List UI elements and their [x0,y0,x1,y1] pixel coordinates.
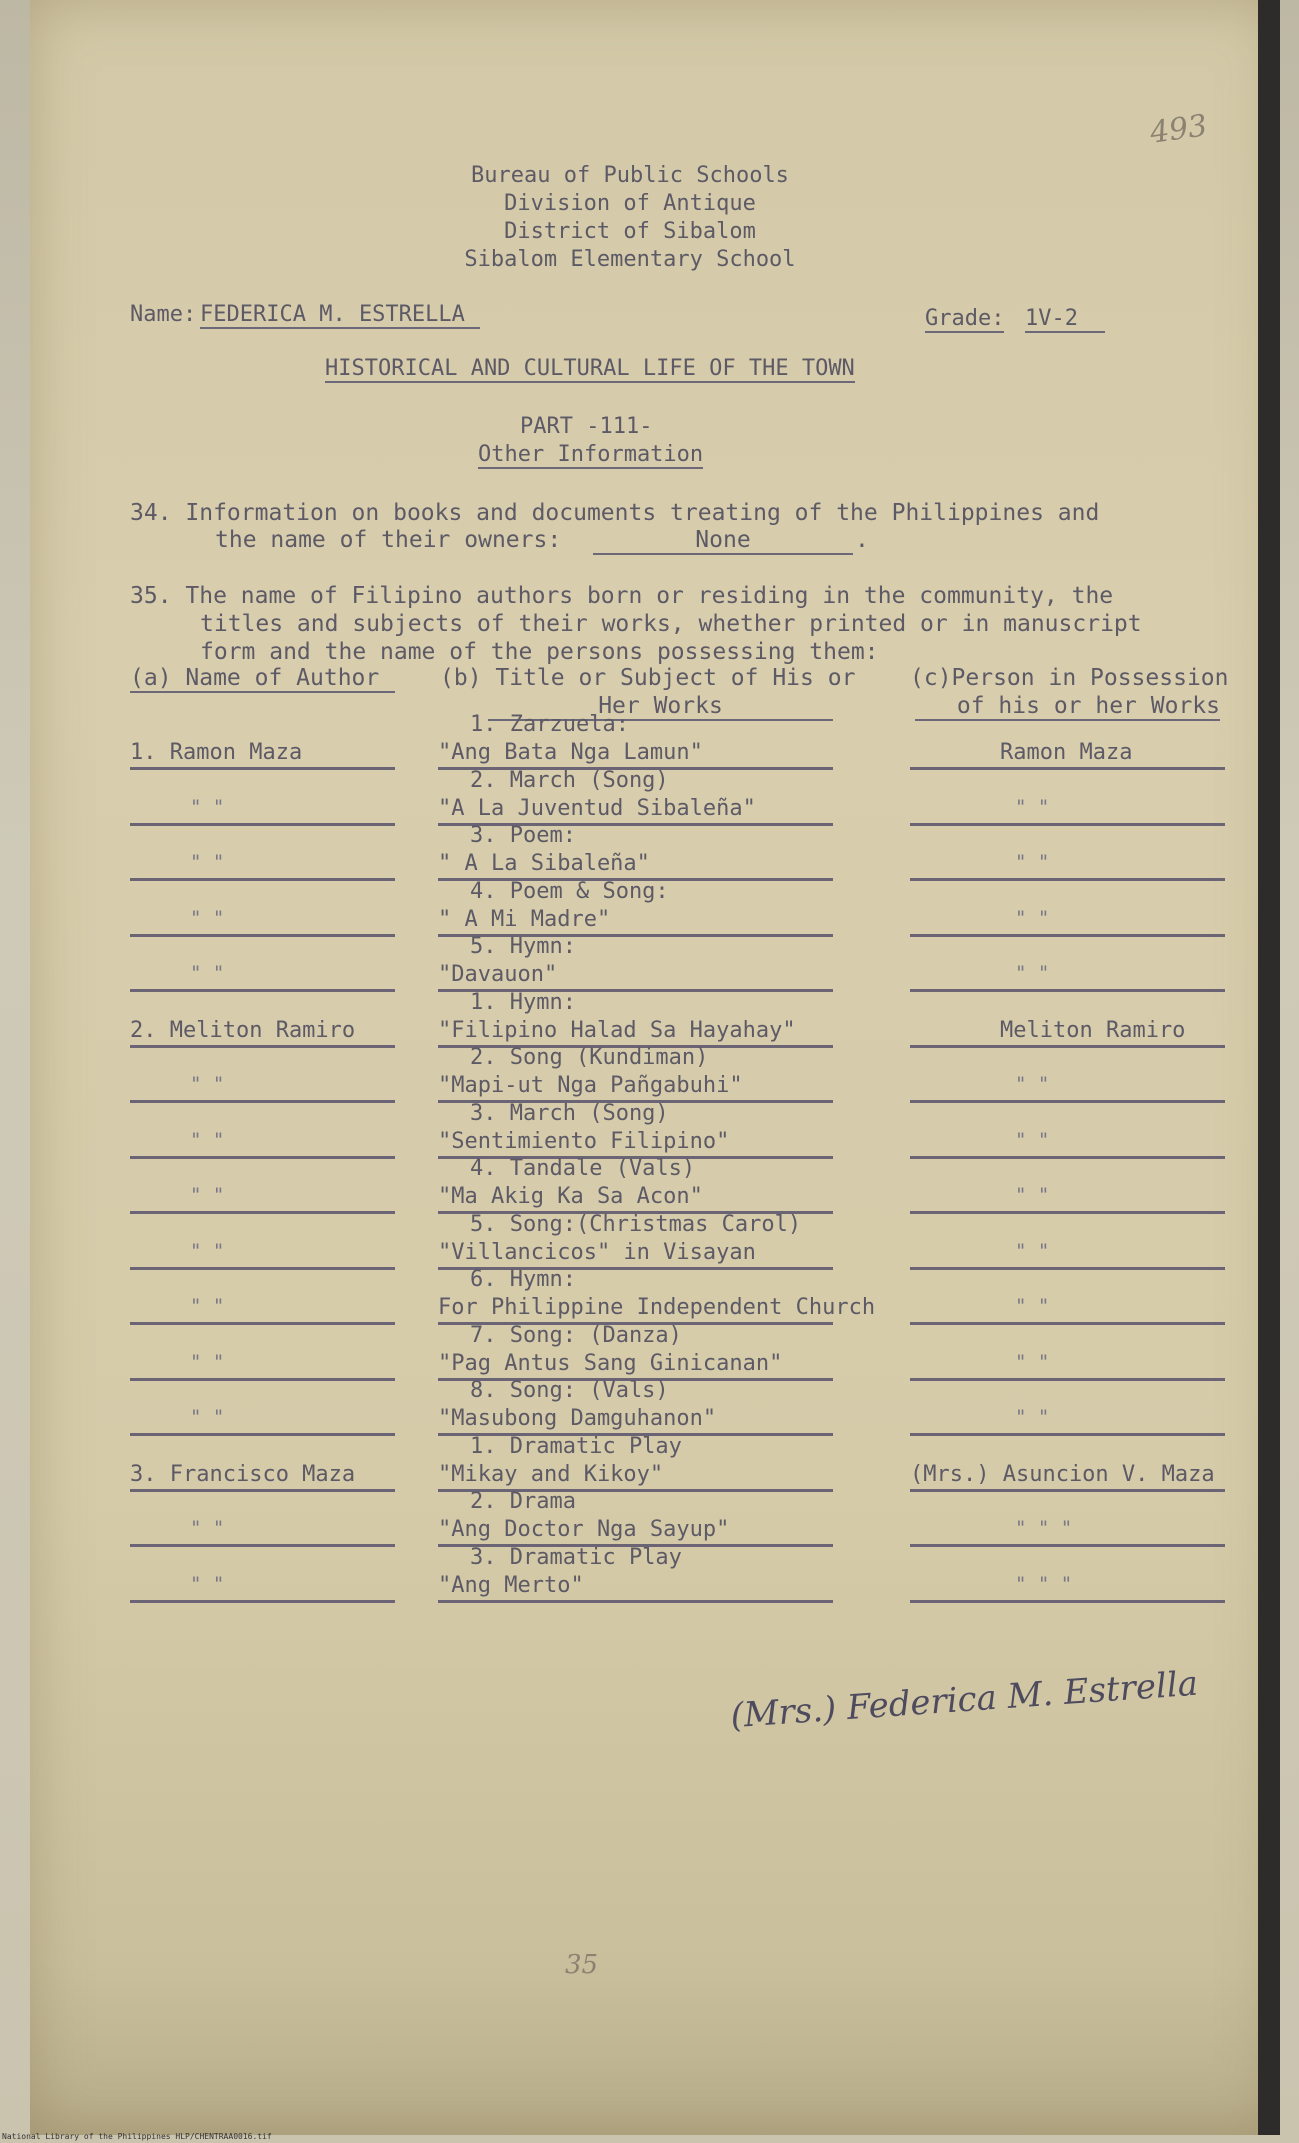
work-title: " A La Sibaleña" [438,851,650,876]
owner-rule [910,823,1225,826]
work-title: "Davauon" [438,962,558,987]
work-title: "Filipino Halad Sa Hayahay" [438,1017,796,1043]
author-rule [130,1544,395,1547]
work-owner: Ramon Maza [1000,740,1133,765]
author-rule [130,989,395,992]
scan-footer: National Library of the Philippines HLP/CHENTRAA0016.tif [2,2132,272,2141]
author-rule [130,823,395,826]
work-owner: " " " [1015,1517,1073,1539]
work-owner: " " [1015,1128,1050,1151]
work-title: "Masubong Damguhanon" [438,1406,717,1431]
work-owner: (Mrs.) Asuncion V. Maza [910,1461,1215,1487]
work-type: 2. Song (Kundiman) [470,1045,709,1070]
header-school: Sibalom Elementary School [464,247,796,272]
work-owner: " " " [1015,1572,1073,1595]
work-type: 5. Song:(Christmas Carol) [470,1211,802,1237]
column-header-owner-1: (c)Person in Possession [910,665,1229,691]
work-title: "Ang Doctor Nga Sayup" [438,1517,730,1542]
owner-rule [910,767,1225,770]
work-owner: " " [1015,1239,1050,1262]
author-name: " " [190,1295,225,1317]
work-type: 3. Poem: [470,823,576,848]
author-name: " " [190,1350,225,1373]
author-rule [130,1156,395,1159]
column-header-title-2: Her Works [488,693,833,721]
author-name: " " [190,1572,225,1595]
page-stamp: 35 [565,1950,599,1980]
author-rule [130,1600,395,1603]
owner-rule [910,934,1225,937]
work-type: 8. Song: (Vals) [470,1378,669,1403]
document-title: HISTORICAL AND CULTURAL LIFE OF THE TOWN [325,356,855,381]
part-subtitle: Other Information [478,442,704,467]
archive-number-stamp: 493 [1147,108,1210,151]
author-name: " " [190,1184,225,1206]
grade-value: 1V-2 [1025,306,1105,333]
work-type: 6. Hymn: [470,1267,576,1292]
author-name: " " [190,1073,225,1095]
work-type: 2. March (Song) [470,767,669,793]
author-rule [130,1322,395,1325]
work-type: 1. Zarzuela: [470,712,629,737]
work-title: "Ang Bata Nga Lamun" [438,740,703,765]
owner-rule [910,1100,1225,1103]
work-owner: " " [1015,906,1050,929]
item34-answer: None [593,527,853,555]
author-rule [130,1211,395,1214]
work-owner: " " [1015,1184,1050,1206]
owner-rule [910,878,1225,881]
item34-period: . [855,527,869,553]
item34-line1: 34. Information on books and documents treating of the Philippines and [130,500,1100,526]
work-owner: " " [1015,962,1050,984]
owner-rule [910,989,1225,992]
column-header-owner-2: of his or her Works [915,693,1220,721]
author-name: 3. Francisco Maza [130,1461,356,1487]
work-owner: " " [1015,1073,1050,1095]
work-owner: " " [1015,851,1050,873]
author-name: " " [190,795,225,818]
author-name: " " [190,1239,225,1262]
author-rule [130,1100,395,1103]
owner-rule [910,1489,1225,1492]
item35-line3: form and the name of the persons possessing them: [200,639,879,665]
work-type: 1. Hymn: [470,989,576,1015]
work-owner: Meliton Ramiro [1000,1017,1186,1043]
work-title: "A La Juventud Sibaleña" [438,795,756,821]
header-bureau: Bureau of Public Schools [471,163,789,188]
signature: (Mrs.) Federica M. Estrella [729,1663,1200,1737]
work-title: "Ma Akig Ka Sa Acon" [438,1184,703,1209]
author-name: " " [190,851,225,873]
author-name: " " [190,1517,225,1539]
author-name: 1. Ramon Maza [130,740,303,765]
work-type: 5. Hymn: [470,934,576,959]
work-title: "Sentimiento Filipino" [438,1128,730,1154]
item35-line2: titles and subjects of their works, whether printed or in manuscript [200,611,1142,637]
author-rule [130,767,395,770]
work-type: 3. March (Song) [470,1100,669,1126]
name-value: FEDERICA M. ESTRELLA [200,302,480,329]
work-title: For Philippine Independent Church [438,1295,876,1320]
author-rule [130,1433,395,1436]
owner-rule [910,1156,1225,1159]
owner-rule [910,1045,1225,1048]
author-rule [130,1267,395,1270]
work-title: "Pag Antus Sang Ginicanan" [438,1350,783,1376]
owner-rule [910,1267,1225,1270]
work-title: " A Mi Madre" [438,906,611,932]
name-label: Name: [130,302,197,327]
item34-line2: the name of their owners: [215,527,562,553]
work-title: "Ang Merto" [438,1572,584,1598]
work-type: 2. Drama [470,1489,576,1514]
work-owner: " " [1015,795,1050,818]
owner-rule [910,1378,1225,1381]
document-page [30,0,1280,2135]
work-type: 3. Dramatic Play [470,1544,682,1570]
author-rule [130,1045,395,1048]
work-type: 4. Tandale (Vals) [470,1156,696,1181]
author-rule [130,934,395,937]
work-type: 7. Song: (Danza) [470,1322,682,1348]
header-district: District of Sibalom [504,219,756,244]
work-title: "Mikay and Kikoy" [438,1461,664,1487]
author-name: " " [190,1128,225,1151]
author-rule [130,1489,395,1492]
title-rule [438,1600,833,1603]
column-header-author: (a) Name of Author [130,665,395,693]
work-owner: " " [1015,1295,1050,1317]
owner-rule [910,1544,1225,1547]
author-rule [130,878,395,881]
page-edge-shadow [1258,0,1280,2135]
work-title: "Mapi-ut Nga Pañgabuhi" [438,1073,743,1098]
part-heading: PART -111- [520,414,653,439]
author-name: " " [190,1406,225,1428]
item35-line1: 35. The name of Filipino authors born or residing in the community, the [130,583,1114,609]
owner-rule [910,1600,1225,1603]
work-owner: " " [1015,1350,1050,1373]
work-type: 4. Poem & Song: [470,878,669,904]
owner-rule [910,1211,1225,1214]
author-name: 2. Meliton Ramiro [130,1017,356,1043]
owner-rule [910,1433,1225,1436]
column-header-title-1: (b) Title or Subject of His or [440,665,856,691]
author-name: " " [190,906,225,929]
work-owner: " " [1015,1406,1050,1428]
work-title: "Villancicos" in Visayan [438,1239,756,1265]
work-type: 1. Dramatic Play [470,1433,682,1459]
owner-rule [910,1322,1225,1325]
grade-label: Grade: [925,306,1005,331]
author-name: " " [190,962,225,984]
header-division: Division of Antique [504,191,756,216]
author-rule [130,1378,395,1381]
